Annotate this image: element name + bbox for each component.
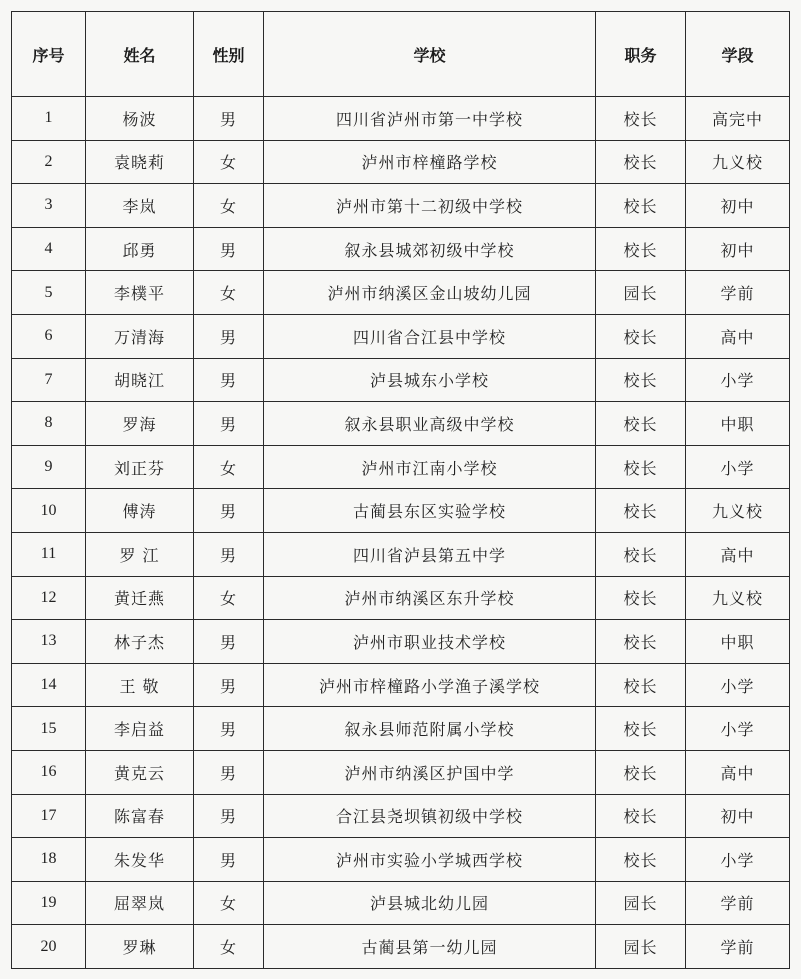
- cell-name: 罗海: [86, 402, 194, 446]
- table-row: [12, 532, 790, 576]
- cell-gender: 女: [194, 140, 264, 184]
- cell-gender: 女: [194, 925, 264, 969]
- cell-school: 古蔺县第一幼儿园: [264, 925, 596, 969]
- table-row: [12, 402, 790, 446]
- cell-index: 16: [12, 750, 86, 794]
- cell-index: 2: [12, 140, 86, 184]
- cell-gender: 男: [194, 97, 264, 141]
- cell-stage: 高中: [686, 314, 790, 358]
- cell-gender: 男: [194, 663, 264, 707]
- cell-name: 屈翠岚: [86, 881, 194, 925]
- cell-index: 7: [12, 358, 86, 402]
- cell-name: 黄迁燕: [86, 576, 194, 620]
- cell-stage: 小学: [686, 445, 790, 489]
- header-index: 序号: [12, 12, 86, 97]
- cell-school: 泸州市纳溪区东升学校: [264, 576, 596, 620]
- table-row: [12, 489, 790, 533]
- cell-stage: 学前: [686, 881, 790, 925]
- cell-school: 合江县尧坝镇初级中学校: [264, 794, 596, 838]
- cell-index: 18: [12, 838, 86, 882]
- cell-index: 12: [12, 576, 86, 620]
- cell-position: 校长: [596, 663, 686, 707]
- cell-name: 刘正芬: [86, 445, 194, 489]
- table-row: [12, 227, 790, 271]
- cell-index: 10: [12, 489, 86, 533]
- cell-stage: 初中: [686, 227, 790, 271]
- cell-position: 校长: [596, 314, 686, 358]
- cell-stage: 小学: [686, 358, 790, 402]
- cell-index: 11: [12, 532, 86, 576]
- cell-position: 校长: [596, 402, 686, 446]
- cell-school: 泸州市第十二初级中学校: [264, 184, 596, 228]
- cell-school: 泸州市职业技术学校: [264, 620, 596, 664]
- cell-gender: 男: [194, 794, 264, 838]
- cell-name: 黄克云: [86, 750, 194, 794]
- cell-stage: 九义校: [686, 489, 790, 533]
- cell-gender: 女: [194, 881, 264, 925]
- cell-name: 胡晓江: [86, 358, 194, 402]
- cell-gender: 男: [194, 620, 264, 664]
- cell-gender: 男: [194, 358, 264, 402]
- table-row: [12, 358, 790, 402]
- cell-index: 3: [12, 184, 86, 228]
- cell-position: 校长: [596, 445, 686, 489]
- cell-gender: 男: [194, 707, 264, 751]
- cell-index: 5: [12, 271, 86, 315]
- cell-position: 校长: [596, 838, 686, 882]
- cell-gender: 男: [194, 750, 264, 794]
- cell-name: 陈富春: [86, 794, 194, 838]
- table-row: [12, 97, 790, 141]
- cell-position: 校长: [596, 184, 686, 228]
- cell-gender: 女: [194, 184, 264, 228]
- cell-index: 8: [12, 402, 86, 446]
- cell-name: 朱发华: [86, 838, 194, 882]
- cell-school: 泸州市实验小学城西学校: [264, 838, 596, 882]
- cell-position: 校长: [596, 576, 686, 620]
- cell-school: 泸州市纳溪区护国中学: [264, 750, 596, 794]
- cell-school: 泸州市江南小学校: [264, 445, 596, 489]
- cell-name: 袁晓莉: [86, 140, 194, 184]
- cell-stage: 小学: [686, 838, 790, 882]
- cell-school: 古蔺县东区实验学校: [264, 489, 596, 533]
- cell-index: 20: [12, 925, 86, 969]
- cell-stage: 中职: [686, 402, 790, 446]
- cell-index: 15: [12, 707, 86, 751]
- cell-index: 13: [12, 620, 86, 664]
- cell-school: 泸州市纳溪区金山坡幼儿园: [264, 271, 596, 315]
- cell-school: 叙永县师范附属小学校: [264, 707, 596, 751]
- cell-name: 邱勇: [86, 227, 194, 271]
- table-row: [12, 576, 790, 620]
- table-header-row: [12, 12, 790, 97]
- cell-position: 校长: [596, 140, 686, 184]
- header-gender: 性别: [194, 12, 264, 97]
- cell-stage: 初中: [686, 794, 790, 838]
- cell-school: 泸州市梓橦路学校: [264, 140, 596, 184]
- cell-name: 罗琳: [86, 925, 194, 969]
- cell-school: 四川省泸州市第一中学校: [264, 97, 596, 141]
- cell-name: 李启益: [86, 707, 194, 751]
- cell-gender: 男: [194, 227, 264, 271]
- cell-school: 叙永县城郊初级中学校: [264, 227, 596, 271]
- cell-position: 校长: [596, 227, 686, 271]
- table-row: [12, 925, 790, 969]
- cell-stage: 小学: [686, 707, 790, 751]
- cell-position: 园长: [596, 925, 686, 969]
- cell-school: 泸县城北幼儿园: [264, 881, 596, 925]
- cell-gender: 男: [194, 402, 264, 446]
- table-body: [12, 97, 790, 969]
- table-row: [12, 838, 790, 882]
- cell-position: 校长: [596, 97, 686, 141]
- cell-position: 园长: [596, 271, 686, 315]
- cell-name: 王 敬: [86, 663, 194, 707]
- cell-school: 四川省泸县第五中学: [264, 532, 596, 576]
- cell-gender: 男: [194, 838, 264, 882]
- cell-name: 李樸平: [86, 271, 194, 315]
- cell-school: 泸县城东小学校: [264, 358, 596, 402]
- cell-index: 6: [12, 314, 86, 358]
- header-stage: 学段: [686, 12, 790, 97]
- cell-gender: 男: [194, 489, 264, 533]
- cell-position: 园长: [596, 881, 686, 925]
- table-row: [12, 881, 790, 925]
- cell-position: 校长: [596, 532, 686, 576]
- cell-index: 9: [12, 445, 86, 489]
- cell-gender: 女: [194, 576, 264, 620]
- cell-index: 19: [12, 881, 86, 925]
- cell-stage: 学前: [686, 925, 790, 969]
- cell-position: 校长: [596, 750, 686, 794]
- table-row: [12, 663, 790, 707]
- cell-name: 傅涛: [86, 489, 194, 533]
- cell-position: 校长: [596, 620, 686, 664]
- cell-name: 罗 江: [86, 532, 194, 576]
- table-row: [12, 445, 790, 489]
- cell-gender: 女: [194, 271, 264, 315]
- cell-name: 杨波: [86, 97, 194, 141]
- table-row: [12, 794, 790, 838]
- cell-position: 校长: [596, 707, 686, 751]
- table-row: [12, 184, 790, 228]
- cell-position: 校长: [596, 489, 686, 533]
- cell-gender: 男: [194, 532, 264, 576]
- header-name: 姓名: [86, 12, 194, 97]
- cell-index: 1: [12, 97, 86, 141]
- table-row: [12, 707, 790, 751]
- header-position: 职务: [596, 12, 686, 97]
- cell-name: 万清海: [86, 314, 194, 358]
- cell-name: 林子杰: [86, 620, 194, 664]
- table-row: [12, 140, 790, 184]
- cell-position: 校长: [596, 794, 686, 838]
- cell-position: 校长: [596, 358, 686, 402]
- cell-stage: 九义校: [686, 140, 790, 184]
- cell-stage: 高完中: [686, 97, 790, 141]
- cell-stage: 高中: [686, 532, 790, 576]
- cell-school: 四川省合江县中学校: [264, 314, 596, 358]
- cell-stage: 高中: [686, 750, 790, 794]
- table-row: [12, 620, 790, 664]
- principal-list-sheet: [11, 11, 789, 968]
- table-row: [12, 271, 790, 315]
- header-school: 学校: [264, 12, 596, 97]
- cell-index: 14: [12, 663, 86, 707]
- cell-gender: 女: [194, 445, 264, 489]
- cell-stage: 学前: [686, 271, 790, 315]
- cell-school: 泸州市梓橦路小学渔子溪学校: [264, 663, 596, 707]
- table-row: [12, 314, 790, 358]
- cell-stage: 初中: [686, 184, 790, 228]
- cell-index: 17: [12, 794, 86, 838]
- cell-school: 叙永县职业高级中学校: [264, 402, 596, 446]
- table-row: [12, 750, 790, 794]
- cell-stage: 小学: [686, 663, 790, 707]
- cell-index: 4: [12, 227, 86, 271]
- principal-table: [11, 11, 790, 969]
- cell-stage: 九义校: [686, 576, 790, 620]
- cell-gender: 男: [194, 314, 264, 358]
- cell-name: 李岚: [86, 184, 194, 228]
- cell-stage: 中职: [686, 620, 790, 664]
